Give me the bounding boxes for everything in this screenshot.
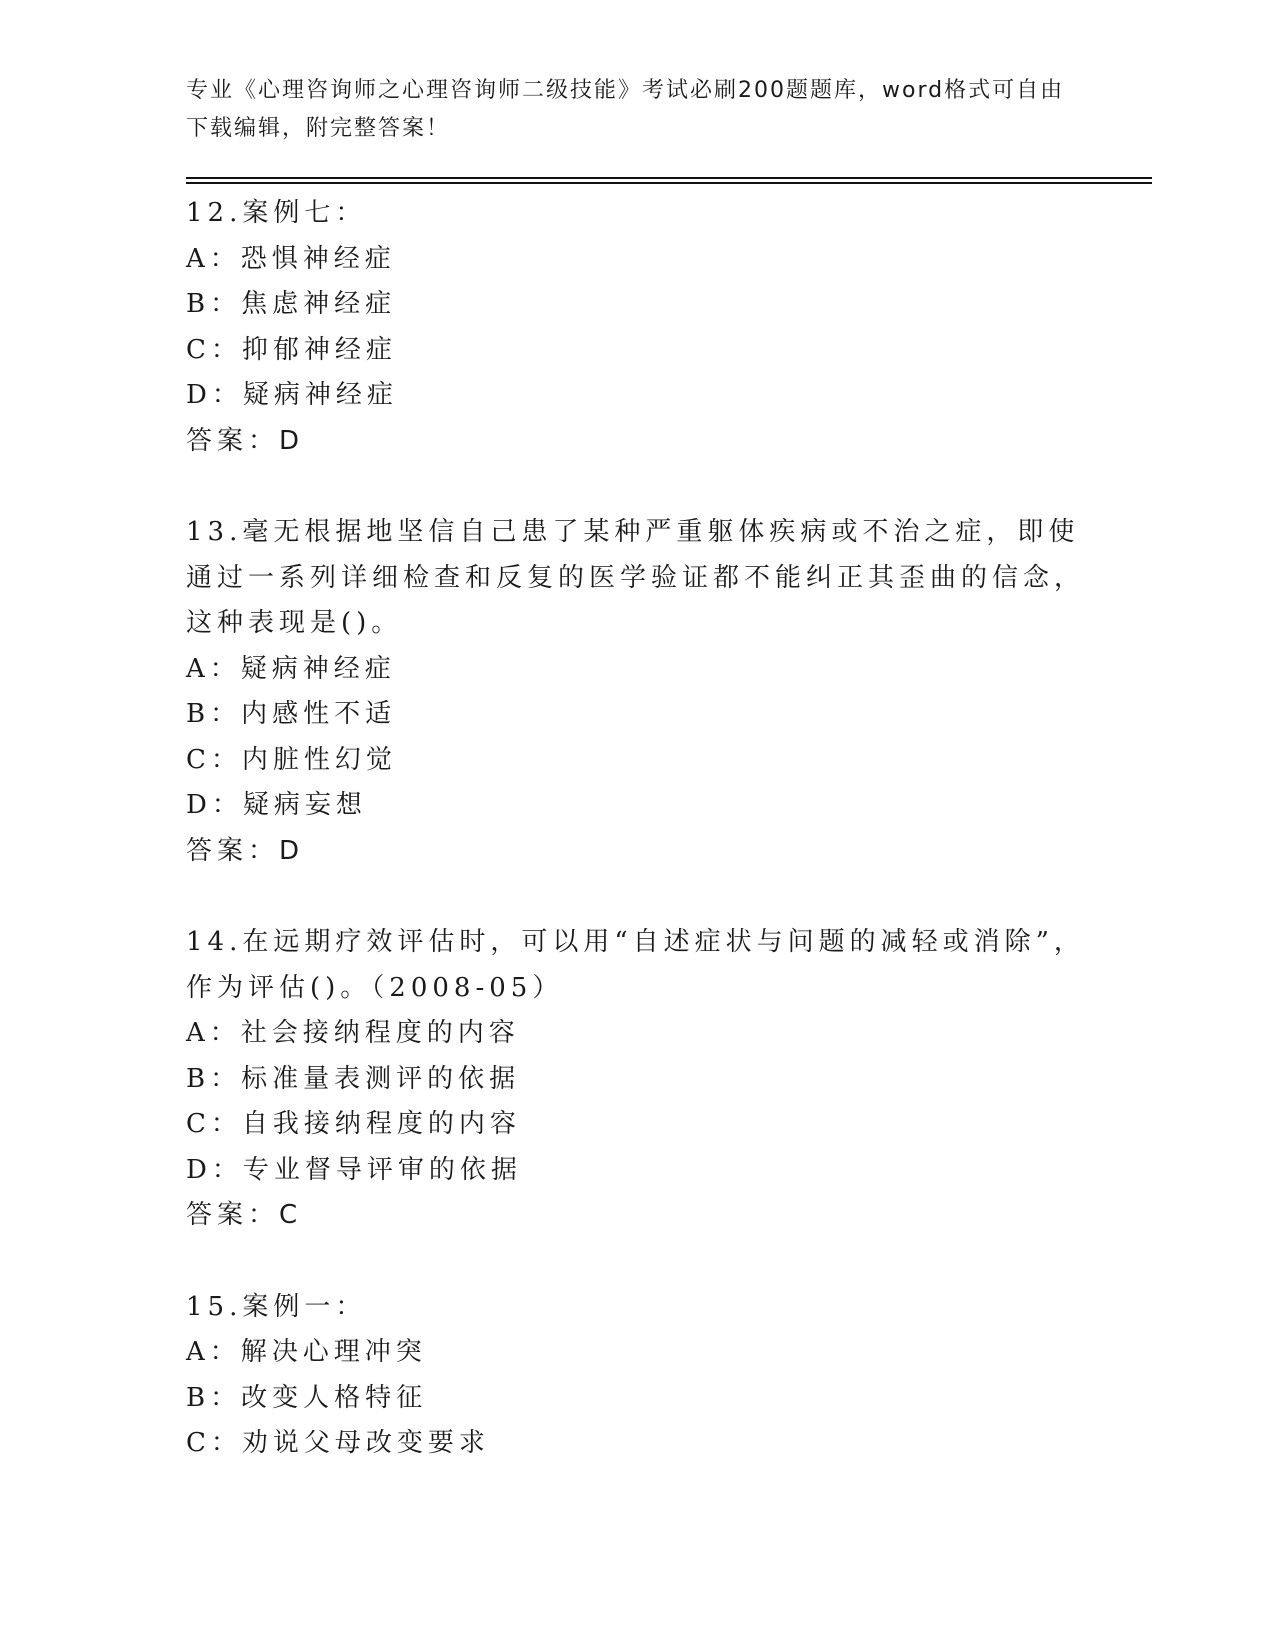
document-header: 专业《心理咨询师之心理咨询师二级技能》考试必刷200题题库，word格式可自由下载编辑，附完整答案！: [186, 78, 1065, 141]
option-c: C：劝说父母改变要求: [186, 1428, 490, 1458]
header-divider-bottom: [186, 182, 1152, 184]
question-12: [186, 191, 1086, 464]
question-stem: 13.毫无根据地坚信自己患了某种严重躯体疾病或不治之症，即使通过一系列详细检查和反复的医学验证都不能纠正其歪曲的信念，这种表现是()。: [186, 517, 1086, 638]
question-list: [186, 191, 1086, 1513]
option-d: D：专业督导评审的依据: [186, 1154, 522, 1185]
question-15: [186, 1285, 1086, 1467]
header-divider-top: [186, 177, 1152, 179]
option-b: B：内感性不适: [186, 699, 397, 729]
question-13: [186, 510, 1086, 874]
option-c: C：内脏性幻觉: [186, 744, 397, 775]
option-a: A：社会接纳程度的内容: [186, 1018, 520, 1048]
answer-text: 答案：D: [186, 835, 305, 866]
option-b: B：标准量表测评的依据: [186, 1063, 521, 1094]
option-a: A：疑病神经症: [186, 653, 396, 684]
question-stem: 12.案例七：: [186, 198, 367, 228]
option-d: D：疑病妄想: [186, 790, 367, 820]
question-stem: 15.案例一：: [186, 1291, 367, 1322]
answer-text: 答案：C: [186, 1200, 303, 1230]
question-14: [186, 920, 1086, 1239]
option-d: D：疑病神经症: [186, 380, 398, 410]
option-c: C：抑郁神经症: [186, 334, 397, 365]
option-c: C：自我接纳程度的内容: [186, 1109, 521, 1139]
answer-text: 答案：D: [186, 425, 305, 456]
option-b: B：焦虑神经症: [186, 289, 397, 319]
option-a: A：解决心理冲突: [186, 1337, 427, 1367]
option-a: A：恐惧神经症: [186, 243, 396, 274]
option-b: B：改变人格特征: [186, 1382, 428, 1413]
question-stem: 14.在远期疗效评估时，可以用“自述症状与问题的减轻或消除”，作为评估()。（2008-05）: [186, 927, 1085, 1003]
